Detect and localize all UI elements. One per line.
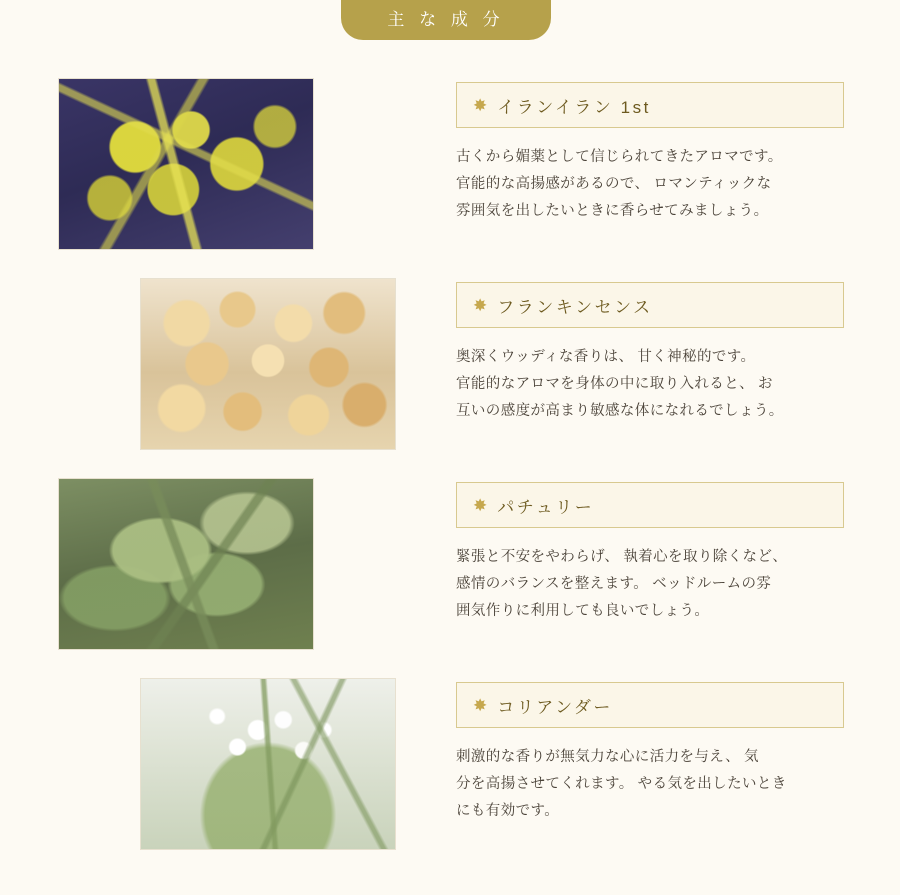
star-icon: ✸	[473, 695, 488, 715]
description-line: 緊張と不安をやわらげ、 執着心を取り除くなど、	[456, 549, 788, 565]
ingredient-title: イランイラン 1st	[497, 97, 651, 117]
ingredient-description	[456, 344, 844, 424]
coriander-flower-photo	[140, 678, 396, 850]
description-line: 囲気作りに利用しても良いでしょう。	[456, 602, 710, 619]
ingredient-image-wrap	[140, 278, 396, 450]
description-line: 官能的な高揚感があるので、 ロマンティックな	[456, 175, 772, 192]
ingredient-title-box	[456, 682, 844, 728]
patchouli-leaves-photo	[58, 478, 314, 650]
ingredient-text	[456, 82, 844, 224]
star-icon: ✸	[473, 495, 488, 515]
ingredient-title-box	[456, 82, 844, 128]
ingredient-title: コリアンダー	[497, 697, 613, 717]
ylang-ylang-flower-photo	[58, 78, 314, 250]
description-line: 刺激的な香りが無気力な心に活力を与え、 気	[456, 749, 759, 765]
ingredient-image-wrap	[140, 678, 396, 850]
ingredient-text	[456, 282, 844, 424]
ingredient-title-box	[456, 482, 844, 528]
ingredient-description	[456, 744, 844, 824]
ingredient-description	[456, 144, 844, 224]
star-icon: ✸	[473, 95, 488, 115]
description-line: 互いの感度が高まり敏感な体になれるでしょう。	[456, 402, 784, 419]
ingredient-text	[456, 482, 844, 624]
ingredient-row	[0, 660, 900, 880]
page-title: 主 な 成 分	[341, 0, 551, 40]
frankincense-resin-photo	[140, 278, 396, 450]
ingredient-image-wrap	[58, 78, 314, 250]
ingredient-description	[456, 544, 844, 624]
description-line: 官能的なアロマを身体の中に取り入れると、 お	[456, 375, 773, 392]
ingredient-row	[0, 260, 900, 460]
description-line: 分を高揚させてくれます。 やる気を出したいとき	[456, 775, 787, 792]
ingredient-title-box	[456, 282, 844, 328]
ingredient-row	[0, 60, 900, 260]
description-line: 古くから媚薬として信じられてきたアロマです。	[456, 149, 783, 165]
ingredient-row	[0, 460, 900, 660]
description-line: にも有効です。	[456, 802, 560, 819]
ingredient-text	[456, 682, 844, 824]
ingredient-title: フランキンセンス	[497, 297, 653, 317]
ingredient-title: パチュリー	[497, 497, 595, 517]
description-line: 雰囲気を出したいときに香らせてみましょう。	[456, 202, 769, 219]
ingredient-image-wrap	[58, 478, 314, 650]
description-line: 感情のバランスを整えます。 ベッドルームの雰	[456, 575, 772, 592]
star-icon: ✸	[473, 295, 488, 315]
description-line: 奥深くウッディな香りは、 甘く神秘的です。	[456, 349, 756, 365]
page-header	[0, 0, 900, 44]
